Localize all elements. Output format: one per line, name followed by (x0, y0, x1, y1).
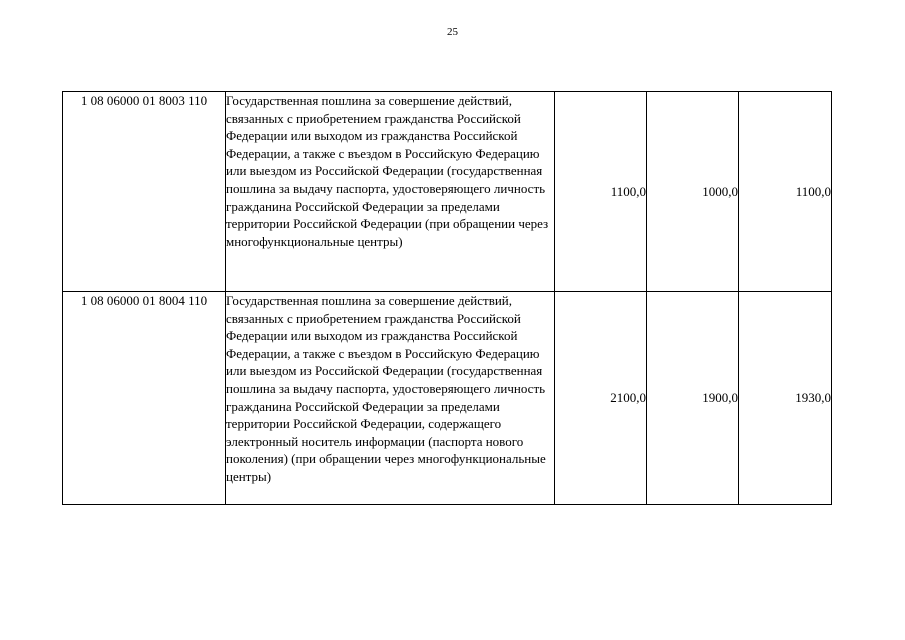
amount-cell-2: 1000,0 (647, 92, 739, 292)
amount-cell-3: 1100,0 (739, 92, 832, 292)
amount-cell-1: 1100,0 (555, 92, 647, 292)
budget-revenue-table (62, 91, 832, 505)
table-row (63, 92, 832, 292)
amount-cell-1: 2100,0 (555, 292, 647, 505)
budget-code-cell: 1 08 06000 01 8004 110 (63, 292, 226, 505)
budget-code-cell: 1 08 06000 01 8003 110 (63, 92, 226, 292)
amount-cell-2: 1900,0 (647, 292, 739, 505)
table-row (63, 292, 832, 505)
amount-cell-3: 1930,0 (739, 292, 832, 505)
page-number: 25 (447, 26, 458, 38)
description-cell: Государственная пошлина за совершение действий, связанных с приобретением гражданства Российской Федерации или выходом из гражданства Российской Федерации, а также с въездом в Российскую Федерацию или выездом из Российской Федерации (государственная пошлина за выдачу паспорта, удостоверяющего личность гражданина Российской Федерации за пределами территории Российской Федерации (при обращении через многофункциональные центры) (226, 92, 555, 292)
description-cell: Государственная пошлина за совершение действий, связанных с приобретением гражданства Российской Федерации или выходом из гражданства Российской Федерации, а также с въездом в Российскую Федерацию или выездом из Российской Федерации (государственная пошлина за выдачу паспорта, удостоверяющего личность гражданина Российской Федерации за пределами территории Российской Федерации, содержащего электронный носитель информации (паспорта нового поколения) (при обращении через многофункциональные центры) (226, 292, 555, 505)
